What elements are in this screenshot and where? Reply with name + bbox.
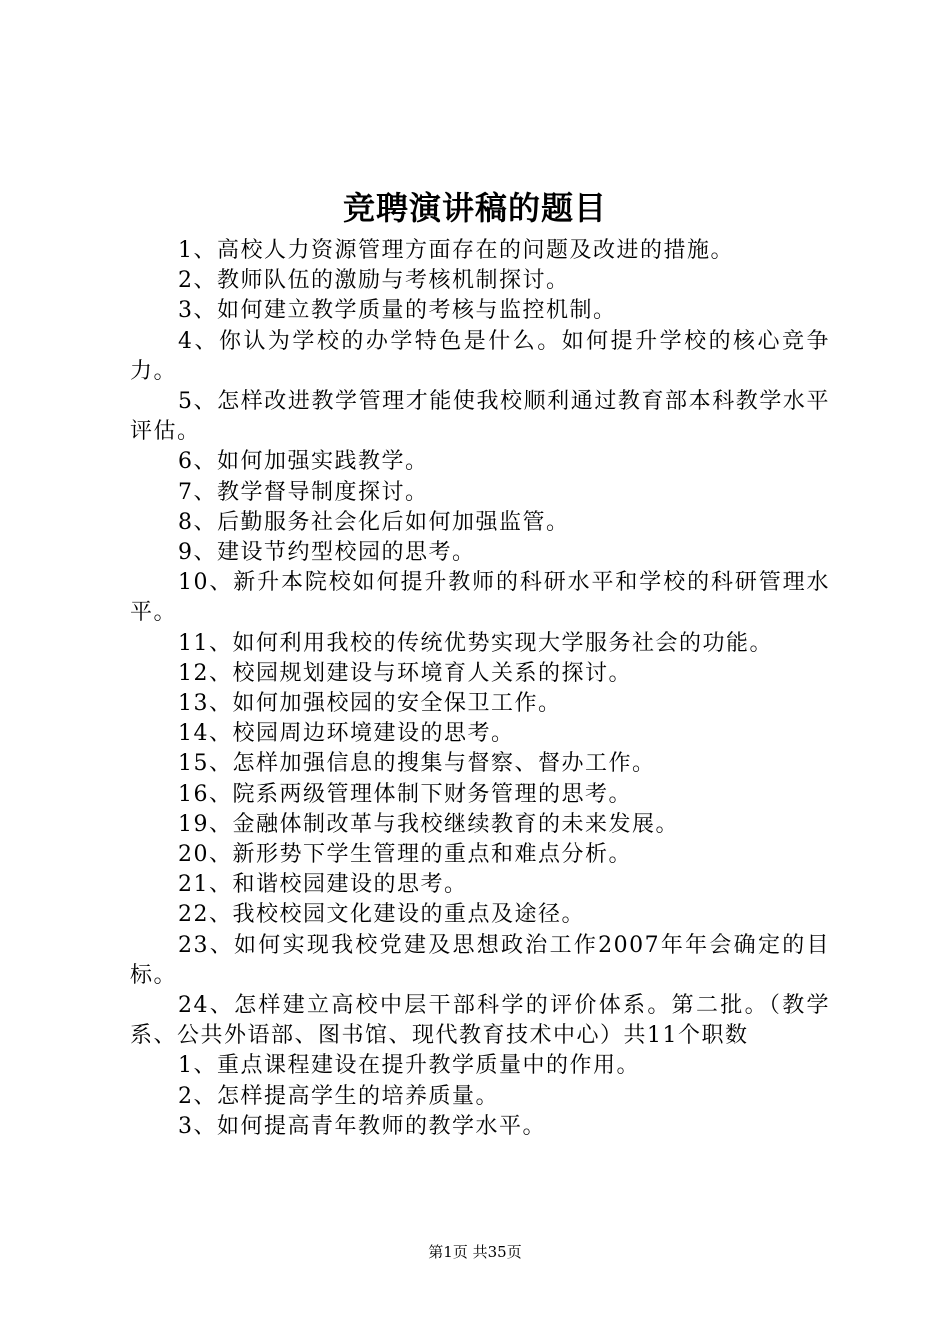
paragraph-16: 16、院系两级管理体制下财务管理的思考。 xyxy=(178,781,632,807)
paragraph-14: 14、校园周边环境建设的思考。 xyxy=(178,721,515,747)
paragraph-batch2-3: 3、如何提高青年教师的教学水平。 xyxy=(178,1113,546,1139)
paragraph-20: 20、新形势下学生管理的重点和难点分析。 xyxy=(178,842,632,868)
paragraph-23: 23、如何实现我校党建及思想政治工作2007年年会确定的目标。 xyxy=(130,932,830,988)
paragraph-15: 15、怎样加强信息的搜集与督察、督办工作。 xyxy=(178,751,656,777)
paragraph-19: 19、金融体制改革与我校继续教育的未来发展。 xyxy=(178,811,679,837)
paragraph-9: 9、建设节约型校园的思考。 xyxy=(178,540,476,566)
paragraph-batch2-1: 1、重点课程建设在提升教学质量中的作用。 xyxy=(178,1053,640,1079)
paragraph-3: 3、如何建立教学质量的考核与监控机制。 xyxy=(178,298,617,324)
paragraph-1: 1、高校人力资源管理方面存在的问题及改进的措施。 xyxy=(178,238,734,263)
document-body xyxy=(130,236,830,1142)
paragraph-2: 2、教师队伍的激励与考核机制探讨。 xyxy=(178,268,570,294)
paragraph-4: 4、你认为学校的办学特色是什么。如何提升学校的核心竞争力。 xyxy=(130,328,830,384)
paragraph-6: 6、如何加强实践教学。 xyxy=(178,449,429,475)
paragraph-5: 5、怎样改进教学管理才能使我校顺利通过教育部本科教学水平评估。 xyxy=(130,389,830,445)
page-footer: 第1页 共35页 xyxy=(428,1243,522,1261)
paragraph-21: 21、和谐校园建设的思考。 xyxy=(178,872,468,898)
document-title: 竞聘演讲稿的题目 xyxy=(342,189,607,227)
paragraph-10: 10、新升本院校如何提升教师的科研水平和学校的科研管理水平。 xyxy=(130,570,830,626)
paragraph-12: 12、校园规划建设与环境育人关系的探讨。 xyxy=(178,660,632,686)
paragraph-7: 7、教学督导制度探讨。 xyxy=(178,479,429,505)
paragraph-batch2-2: 2、怎样提高学生的培养质量。 xyxy=(178,1083,499,1109)
paragraph-11: 11、如何利用我校的传统优势实现大学服务社会的功能。 xyxy=(178,630,773,656)
paragraph-13: 13、如何加强校园的安全保卫工作。 xyxy=(178,691,562,717)
paragraph-22: 22、我校校园文化建设的重点及途径。 xyxy=(178,902,585,928)
paragraph-24: 24、怎样建立高校中层干部科学的评价体系。第二批。（教学系、公共外语部、图书馆、现代教育技术中心）共11个职数 xyxy=(130,993,830,1049)
paragraph-8: 8、后勤服务社会化后如何加强监管。 xyxy=(178,509,570,535)
